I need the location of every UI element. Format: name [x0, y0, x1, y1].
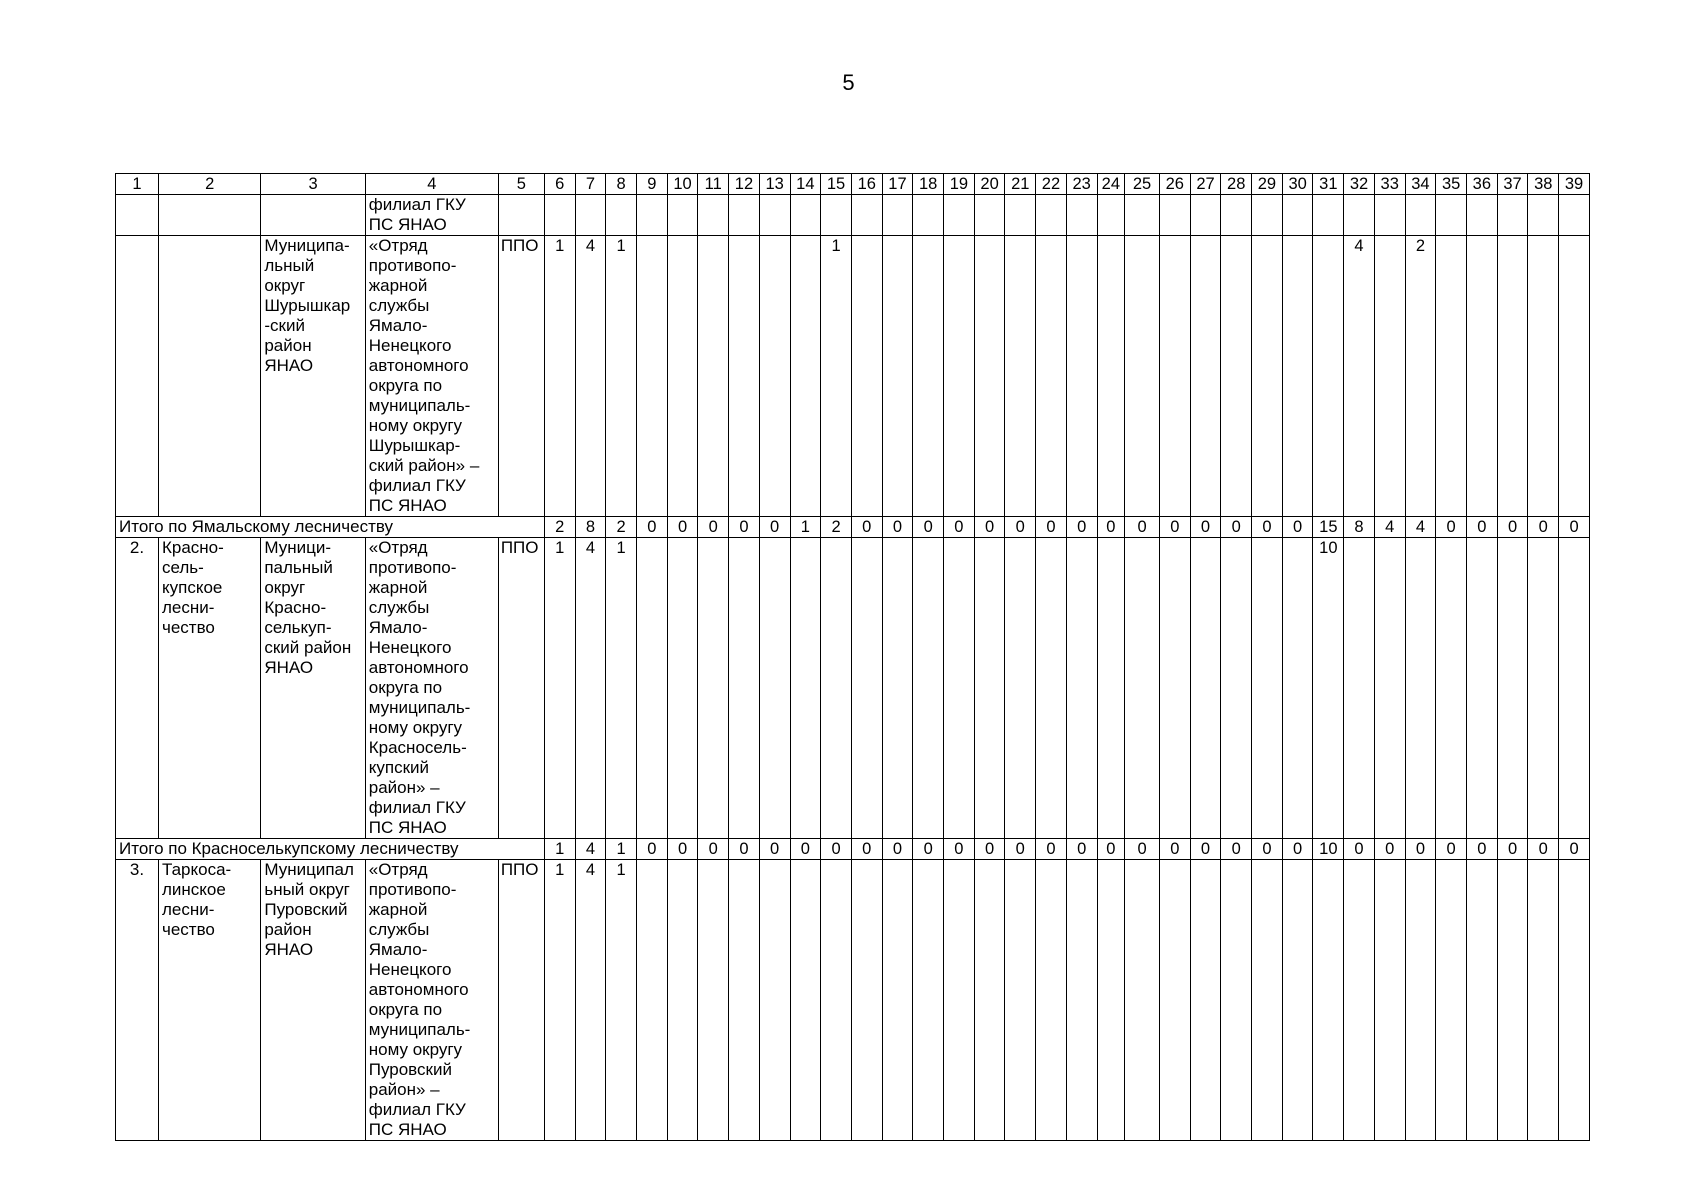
value-cell: [1374, 538, 1405, 839]
value-cell: 1: [606, 860, 637, 1141]
value-cell: [1005, 538, 1036, 839]
value-cell: 0: [1036, 517, 1067, 538]
value-cell: [729, 538, 760, 839]
value-cell: [1066, 195, 1097, 236]
header-cell: 31: [1313, 174, 1344, 195]
value-cell: [1344, 195, 1375, 236]
header-cell: 15: [821, 174, 852, 195]
value-cell: [1125, 195, 1160, 236]
value-cell: 0: [1405, 839, 1436, 860]
value-cell: 0: [759, 839, 790, 860]
value-cell: [882, 195, 913, 236]
value-cell: 2: [544, 517, 575, 538]
header-cell: 30: [1282, 174, 1313, 195]
cell-c5: [498, 195, 544, 236]
value-cell: [1005, 236, 1036, 517]
value-cell: [1313, 236, 1344, 517]
value-cell: 0: [729, 839, 760, 860]
value-cell: 1: [606, 236, 637, 517]
value-cell: [1466, 195, 1497, 236]
value-cell: 0: [944, 517, 975, 538]
value-cell: 0: [1497, 517, 1528, 538]
value-cell: [1221, 860, 1252, 1141]
cell-c1: 3.: [116, 860, 159, 1141]
header-cell: 36: [1466, 174, 1497, 195]
value-cell: [1466, 236, 1497, 517]
value-cell: 0: [851, 839, 882, 860]
value-cell: [1374, 860, 1405, 1141]
value-cell: [575, 195, 606, 236]
value-cell: [1528, 195, 1559, 236]
value-cell: 0: [882, 517, 913, 538]
header-cell: 2: [158, 174, 260, 195]
value-cell: 2: [606, 517, 637, 538]
value-cell: [698, 195, 729, 236]
total-row: [116, 517, 1590, 538]
value-cell: [1125, 236, 1160, 517]
value-cell: [1436, 860, 1467, 1141]
value-cell: [729, 860, 760, 1141]
value-cell: 0: [667, 517, 698, 538]
header-cell: 3: [261, 174, 365, 195]
value-cell: [1252, 236, 1283, 517]
value-cell: [944, 195, 975, 236]
value-cell: [698, 860, 729, 1141]
value-cell: [790, 236, 821, 517]
value-cell: [851, 236, 882, 517]
value-cell: 1: [544, 860, 575, 1141]
value-cell: 0: [698, 517, 729, 538]
value-cell: [759, 195, 790, 236]
header-cell: 14: [790, 174, 821, 195]
value-cell: [1252, 860, 1283, 1141]
header-cell: 33: [1374, 174, 1405, 195]
value-cell: 4: [1344, 236, 1375, 517]
value-cell: 1: [790, 517, 821, 538]
value-cell: [1344, 860, 1375, 1141]
value-cell: [882, 860, 913, 1141]
value-cell: [1036, 195, 1067, 236]
value-cell: [1436, 538, 1467, 839]
table-row: [116, 195, 1590, 236]
value-cell: [759, 236, 790, 517]
cell-c3: Муниципал ьный округ Пуровский район ЯНАО: [261, 860, 365, 1141]
table-row: [116, 538, 1590, 839]
value-cell: [1405, 538, 1436, 839]
header-cell: 32: [1344, 174, 1375, 195]
value-cell: 0: [1282, 517, 1313, 538]
value-cell: 0: [1528, 839, 1559, 860]
cell-c5: ППО: [498, 236, 544, 517]
value-cell: [1282, 538, 1313, 839]
value-cell: 0: [1528, 517, 1559, 538]
header-cell: 11: [698, 174, 729, 195]
value-cell: 0: [821, 839, 852, 860]
value-cell: 0: [1559, 517, 1590, 538]
table-row: [116, 860, 1590, 1141]
value-cell: 4: [575, 860, 606, 1141]
value-cell: [698, 236, 729, 517]
value-cell: 0: [1221, 839, 1252, 860]
value-cell: [1036, 860, 1067, 1141]
value-cell: 1: [544, 538, 575, 839]
header-cell: 20: [974, 174, 1005, 195]
value-cell: [913, 538, 944, 839]
value-cell: 10: [1313, 839, 1344, 860]
value-cell: 0: [759, 517, 790, 538]
value-cell: [1097, 236, 1125, 517]
value-cell: [1374, 195, 1405, 236]
header-cell: 10: [667, 174, 698, 195]
header-cell: 5: [498, 174, 544, 195]
header-cell: 25: [1125, 174, 1160, 195]
value-cell: [851, 860, 882, 1141]
value-cell: 4: [1405, 517, 1436, 538]
value-cell: [1125, 538, 1160, 839]
value-cell: [698, 538, 729, 839]
value-cell: [1005, 195, 1036, 236]
header-cell: 4: [365, 174, 498, 195]
value-cell: [1159, 860, 1190, 1141]
value-cell: [1466, 538, 1497, 839]
value-cell: [913, 860, 944, 1141]
cell-c2: [158, 236, 260, 517]
value-cell: 2: [1405, 236, 1436, 517]
header-cell: 27: [1190, 174, 1221, 195]
value-cell: [1097, 195, 1125, 236]
value-cell: [1374, 236, 1405, 517]
value-cell: 10: [1313, 538, 1344, 839]
value-cell: [1528, 538, 1559, 839]
value-cell: [1436, 195, 1467, 236]
value-cell: [759, 538, 790, 839]
value-cell: [1497, 860, 1528, 1141]
value-cell: 1: [606, 839, 637, 860]
value-cell: 1: [544, 236, 575, 517]
value-cell: 0: [1125, 517, 1160, 538]
header-cell: 28: [1221, 174, 1252, 195]
value-cell: 4: [1374, 517, 1405, 538]
value-cell: 0: [913, 517, 944, 538]
value-cell: [913, 195, 944, 236]
value-cell: 0: [882, 839, 913, 860]
value-cell: 0: [1066, 517, 1097, 538]
value-cell: [821, 538, 852, 839]
value-cell: 0: [974, 517, 1005, 538]
cell-c5: ППО: [498, 538, 544, 839]
value-cell: [1036, 236, 1067, 517]
value-cell: 1: [544, 839, 575, 860]
total-label: Итого по Ямальскому лесничеству: [116, 517, 545, 538]
value-cell: 1: [821, 236, 852, 517]
value-cell: [1190, 538, 1221, 839]
value-cell: 0: [1344, 839, 1375, 860]
table-row: [116, 236, 1590, 517]
value-cell: [667, 195, 698, 236]
value-cell: [1559, 860, 1590, 1141]
value-cell: 0: [1252, 839, 1283, 860]
value-cell: [544, 195, 575, 236]
value-cell: [1497, 236, 1528, 517]
value-cell: [636, 195, 667, 236]
value-cell: 4: [575, 839, 606, 860]
cell-c3: [261, 195, 365, 236]
value-cell: 0: [729, 517, 760, 538]
header-cell: 37: [1497, 174, 1528, 195]
header-cell: 19: [944, 174, 975, 195]
header-cell: 26: [1159, 174, 1190, 195]
value-cell: [1190, 195, 1221, 236]
value-cell: 0: [1436, 839, 1467, 860]
value-cell: 0: [1436, 517, 1467, 538]
value-cell: 0: [636, 517, 667, 538]
value-cell: [1252, 195, 1283, 236]
header-cell: 17: [882, 174, 913, 195]
header-cell: 23: [1066, 174, 1097, 195]
value-cell: [1190, 860, 1221, 1141]
value-cell: [1097, 860, 1125, 1141]
value-cell: 0: [1005, 839, 1036, 860]
value-cell: 0: [636, 839, 667, 860]
value-cell: [1344, 538, 1375, 839]
value-cell: [1559, 195, 1590, 236]
value-cell: [1221, 538, 1252, 839]
value-cell: [1405, 860, 1436, 1141]
value-cell: 0: [944, 839, 975, 860]
value-cell: [636, 538, 667, 839]
value-cell: 0: [667, 839, 698, 860]
value-cell: [636, 236, 667, 517]
value-cell: [790, 195, 821, 236]
value-cell: 0: [790, 839, 821, 860]
total-label: Итого по Красноселькупскому лесничеству: [116, 839, 545, 860]
value-cell: 0: [1466, 517, 1497, 538]
value-cell: [1125, 860, 1160, 1141]
value-cell: [1066, 236, 1097, 517]
value-cell: [974, 538, 1005, 839]
value-cell: [1313, 195, 1344, 236]
value-cell: [944, 236, 975, 517]
value-cell: 0: [851, 517, 882, 538]
value-cell: [1036, 538, 1067, 839]
header-cell: 35: [1436, 174, 1467, 195]
value-cell: 0: [1097, 839, 1125, 860]
value-cell: 0: [1559, 839, 1590, 860]
value-cell: [1159, 538, 1190, 839]
cell-c2: [158, 195, 260, 236]
value-cell: [1466, 860, 1497, 1141]
value-cell: 4: [575, 236, 606, 517]
value-cell: [1528, 860, 1559, 1141]
value-cell: [1159, 195, 1190, 236]
value-cell: [882, 538, 913, 839]
value-cell: 0: [1466, 839, 1497, 860]
value-cell: [1497, 538, 1528, 839]
value-cell: [821, 860, 852, 1141]
header-cell: 8: [606, 174, 637, 195]
value-cell: 0: [698, 839, 729, 860]
value-cell: [1221, 236, 1252, 517]
value-cell: 8: [575, 517, 606, 538]
header-cell: 7: [575, 174, 606, 195]
value-cell: [851, 195, 882, 236]
value-cell: [636, 860, 667, 1141]
cell-c2: Красно- сель- купское лесни- чество: [158, 538, 260, 839]
value-cell: 0: [1221, 517, 1252, 538]
value-cell: 0: [1190, 839, 1221, 860]
value-cell: [790, 538, 821, 839]
value-cell: 2: [821, 517, 852, 538]
value-cell: [974, 195, 1005, 236]
cell-c1: 2.: [116, 538, 159, 839]
header-cell: 12: [729, 174, 760, 195]
value-cell: [821, 195, 852, 236]
value-cell: [1559, 236, 1590, 517]
value-cell: [1097, 538, 1125, 839]
value-cell: [851, 538, 882, 839]
value-cell: [1282, 236, 1313, 517]
value-cell: 15: [1313, 517, 1344, 538]
value-cell: 1: [606, 538, 637, 839]
value-cell: [974, 860, 1005, 1141]
value-cell: [913, 236, 944, 517]
value-cell: [1436, 236, 1467, 517]
page-number: 5: [842, 70, 855, 95]
value-cell: [606, 195, 637, 236]
cell-c3: Муници- пальный округ Красно- селькуп- ский район ЯНАО: [261, 538, 365, 839]
value-cell: [1282, 195, 1313, 236]
value-cell: [759, 860, 790, 1141]
value-cell: 0: [1066, 839, 1097, 860]
value-cell: [1066, 860, 1097, 1141]
cell-c4: «Отряд противопо- жарной службы Ямало- Ненецкого автономного округа по муниципаль- ному округу Пуровский район» – филиал ГКУ ПС ЯНАО: [365, 860, 498, 1141]
value-cell: 0: [1005, 517, 1036, 538]
value-cell: 0: [1252, 517, 1283, 538]
header-cell: 6: [544, 174, 575, 195]
header-cell: 24: [1097, 174, 1125, 195]
header-cell: 29: [1252, 174, 1283, 195]
value-cell: 0: [1159, 517, 1190, 538]
cell-c5: ППО: [498, 860, 544, 1141]
value-cell: 4: [575, 538, 606, 839]
header-cell: 22: [1036, 174, 1067, 195]
value-cell: [1005, 860, 1036, 1141]
value-cell: [667, 236, 698, 517]
value-cell: 0: [1036, 839, 1067, 860]
header-cell: 13: [759, 174, 790, 195]
cell-c1: [116, 236, 159, 517]
value-cell: [1066, 538, 1097, 839]
value-cell: [1405, 195, 1436, 236]
value-cell: [1559, 538, 1590, 839]
header-cell: 38: [1528, 174, 1559, 195]
header-cell: 39: [1559, 174, 1590, 195]
value-cell: 0: [1374, 839, 1405, 860]
value-cell: [944, 538, 975, 839]
header-cell: 16: [851, 174, 882, 195]
value-cell: 8: [1344, 517, 1375, 538]
value-cell: [974, 236, 1005, 517]
total-row: [116, 839, 1590, 860]
value-cell: 0: [1097, 517, 1125, 538]
value-cell: [1313, 860, 1344, 1141]
header-row: [116, 174, 1590, 195]
cell-c2: Таркоса- линское лесни- чество: [158, 860, 260, 1141]
value-cell: 0: [1125, 839, 1160, 860]
value-cell: [882, 236, 913, 517]
value-cell: [667, 538, 698, 839]
header-cell: 1: [116, 174, 159, 195]
value-cell: [1190, 236, 1221, 517]
value-cell: 0: [974, 839, 1005, 860]
value-cell: 0: [1497, 839, 1528, 860]
value-cell: [944, 860, 975, 1141]
value-cell: [1282, 860, 1313, 1141]
value-cell: [729, 195, 760, 236]
value-cell: [729, 236, 760, 517]
cell-c1: [116, 195, 159, 236]
cell-c4: филиал ГКУ ПС ЯНАО: [365, 195, 498, 236]
value-cell: [667, 860, 698, 1141]
value-cell: [1497, 195, 1528, 236]
value-cell: [1159, 236, 1190, 517]
value-cell: [1221, 195, 1252, 236]
value-cell: 0: [1190, 517, 1221, 538]
header-cell: 34: [1405, 174, 1436, 195]
value-cell: [790, 860, 821, 1141]
cell-c3: Муниципа- льный округ Шурышкар -ский район ЯНАО: [261, 236, 365, 517]
value-cell: [1252, 538, 1283, 839]
header-cell: 18: [913, 174, 944, 195]
value-cell: 0: [1282, 839, 1313, 860]
header-cell: 9: [636, 174, 667, 195]
value-cell: 0: [913, 839, 944, 860]
header-cell: 21: [1005, 174, 1036, 195]
value-cell: 0: [1159, 839, 1190, 860]
forestry-table: [115, 173, 1590, 1141]
value-cell: [1528, 236, 1559, 517]
cell-c4: «Отряд противопо- жарной службы Ямало- Ненецкого автономного округа по муниципаль- ному округу Красносель- купский район» – филиал ГКУ ПС ЯНАО: [365, 538, 498, 839]
cell-c4: «Отряд противопо- жарной службы Ямало- Ненецкого автономного округа по муниципаль- ному округу Шурышкар- ский район» – филиал ГКУ ПС ЯНАО: [365, 236, 498, 517]
